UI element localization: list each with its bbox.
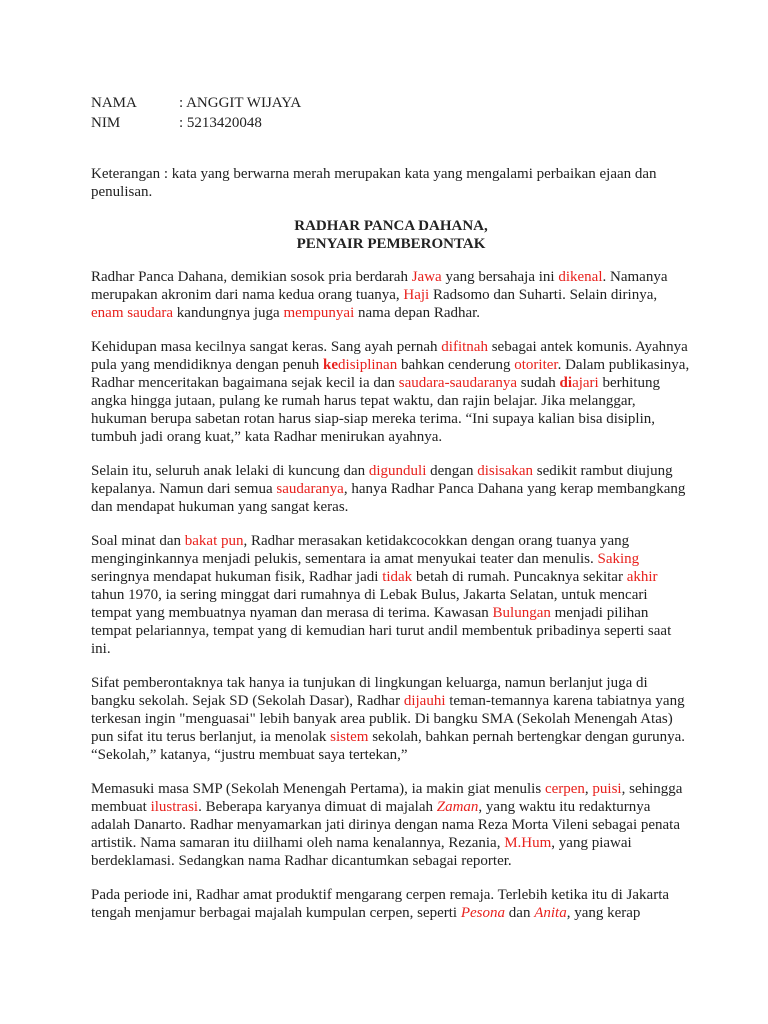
article-title	[91, 217, 691, 253]
corrected-word: akhir	[626, 569, 658, 585]
text-run: teman-temannya karena tabiatnya yang terkesan ingin "menguasai" lebih banyak area publik. Di bangku SMA (Sekolah Menengah Atas) pun sifat itu terus berlanjut, ia menolak	[91, 693, 685, 745]
corrected-word: digunduli	[368, 463, 427, 479]
text-run: nama depan Radhar.	[354, 305, 481, 321]
text-run: Radhar Panca Dahana, demikian sosok pria berdarah	[91, 269, 412, 285]
text-run: sudah	[517, 375, 560, 391]
text-run: . Namanya merupakan akronim dari nama kedua orang tuanya,	[91, 269, 668, 303]
text-run: dan	[505, 905, 535, 921]
corrected-word: Pesona	[460, 905, 506, 921]
corrected-word: dikenal	[558, 269, 603, 285]
text-run: yang bersahaja ini	[441, 269, 559, 285]
corrected-word: Jawa	[411, 269, 442, 285]
corrected-word: saudaranya	[276, 481, 344, 497]
corrected-word: mempunyai	[283, 305, 355, 321]
text-run: sedikit rambut diujung kepalanya. Namun dari semua	[91, 463, 673, 497]
text-run: sebagai antek komunis. Ayahnya pula yang mendidiknya dengan penuh	[91, 339, 688, 373]
paragraph	[91, 268, 691, 322]
text-run: , yang kerap	[566, 905, 641, 921]
text-run: seringnya mendapat hukuman fisik, Radhar jadi	[91, 569, 383, 585]
text-run: ,	[584, 781, 593, 797]
name-label: NAMA	[91, 95, 137, 111]
text-run: berhitung angka hingga jutaan, pulang ke rumah harus tepat waktu, dan rajin belajar. Jika melanggar, hukuman berupa sabetan rotan harus siap-siap mereka terima. “Ini supaya kalian bisa disiplin, tumbuh jadi orang kuat,” kata Radhar menirukan ayahnya.	[91, 375, 660, 445]
corrected-word: disisakan	[477, 463, 534, 479]
text-run: menjadi pilihan tempat pelariannya, tempat yang di kemudian hari turut andil membentuk pribadinya seperti saat ini.	[91, 605, 672, 657]
corrected-word: puisi	[592, 781, 622, 797]
text-run: dengan	[426, 463, 478, 479]
paragraph	[91, 674, 691, 764]
corrected-word: saudara-saudaranya	[398, 375, 518, 391]
paragraph	[91, 780, 691, 870]
text-run: , Radhar merasakan ketidakcocokkan dengan orang tuanya yang menginginkannya menjadi pelukis, sementara ia amat menyukai teater dan menulis.	[91, 533, 630, 567]
corrected-word: Zaman	[436, 799, 479, 815]
corrected-word: enam saudara	[91, 305, 174, 321]
corrected-word: tidak	[382, 569, 413, 585]
corrected-word: sistem	[330, 729, 369, 745]
corrected-word: Haji	[403, 287, 430, 303]
title-line-2: PENYAIR PEMBERONTAK	[296, 236, 486, 252]
text-run: Radsomo dan Suharti. Selain dirinya,	[429, 287, 658, 303]
document-body	[91, 165, 691, 938]
corrected-word: bakat pun	[184, 533, 244, 549]
text-run: , yang waktu itu redakturnya adalah Danarto. Radhar menyamarkan jati dirinya dengan nama Reza Morta Vileni sebagai penata artistik. Nama samaran itu diilhami oleh nama kenalannya, Rezania,	[91, 799, 680, 851]
corrected-word: Saking	[597, 551, 640, 567]
nim-value: : 5213420048	[179, 115, 262, 131]
text-run: sekolah, bahkan pernah bertengkar dengan gurunya. “Sekolah,” katanya, “justru membuat saya tertekan,”	[91, 729, 685, 763]
corrected-word: di	[559, 375, 573, 391]
name-row	[91, 93, 301, 113]
text-run: . Beberapa karyanya dimuat di majalah	[198, 799, 437, 815]
corrected-word: Bulungan	[492, 605, 551, 621]
corrected-word: otoriter	[514, 357, 558, 373]
text-run: Memasuki masa SMP (Sekolah Menengah Pertama), ia makin giat menulis	[91, 781, 545, 797]
corrected-word: ke	[323, 357, 339, 373]
paragraph	[91, 532, 691, 658]
nim-row	[91, 113, 301, 133]
corrected-word: ilustrasi	[150, 799, 199, 815]
paragraph	[91, 886, 691, 922]
text-run: , yang piawai berdeklamasi. Sedangkan nama Radhar dicantumkan sebagai reporter.	[91, 835, 632, 869]
corrected-word: M.Hum	[504, 835, 552, 851]
paragraph	[91, 462, 691, 516]
text-run: kandungnya juga	[173, 305, 284, 321]
text-run: Sifat pemberontaknya tak hanya ia tunjukan di lingkungan keluarga, namun berlanjut juga di bangku sekolah. Sejak SD (Sekolah Dasar), Radhar	[91, 675, 648, 709]
corrected-word: cerpen	[544, 781, 585, 797]
text-run: tahun 1970, ia sering minggat dari rumahnya di Lebak Bulus, Jakarta Selatan, untuk mencari tempat yang membuatnya nyaman dan merasa di terima. Kawasan	[91, 587, 648, 621]
nim-label: NIM	[91, 115, 121, 131]
title-line-1: RADHAR PANCA DAHANA,	[294, 218, 488, 234]
text-run: , hanya Radhar Panca Dahana yang kerap membangkang dan mendapat hukuman yang sangat keras.	[91, 481, 686, 515]
corrected-word: difitnah	[441, 339, 488, 355]
text-run: Selain itu, seluruh anak lelaki di kuncung dan	[91, 463, 369, 479]
article-paragraphs	[91, 268, 691, 922]
text-run: betah di rumah. Puncaknya sekitar	[412, 569, 627, 585]
corrected-word: dijauhi	[403, 693, 446, 709]
paragraph	[91, 338, 691, 446]
correction-note: Keterangan : kata yang berwarna merah merupakan kata yang mengalami perbaikan ejaan dan penulisan.	[91, 166, 657, 200]
text-run: Kehidupan masa kecilnya sangat keras. Sang ayah pernah	[91, 339, 442, 355]
text-run: Soal minat dan	[91, 533, 185, 549]
text-run: , sehingga membuat	[91, 781, 683, 815]
text-run: . Dalam publikasinya, Radhar menceritakan bagaimana sejak kecil ia dan	[91, 357, 690, 391]
corrected-word: disiplinan	[338, 357, 398, 373]
text-run: bahkan cenderung	[397, 357, 515, 373]
corrected-word: ajari	[572, 375, 599, 391]
name-value: : ANGGIT WIJAYA	[179, 95, 302, 111]
corrected-word: Anita	[534, 905, 567, 921]
student-identity	[91, 93, 301, 133]
text-run: Pada periode ini, Radhar amat produktif mengarang cerpen remaja. Terlebih ketika itu di Jakarta tengah menjamur berbagai majalah kumpulan cerpen, seperti	[91, 887, 670, 921]
